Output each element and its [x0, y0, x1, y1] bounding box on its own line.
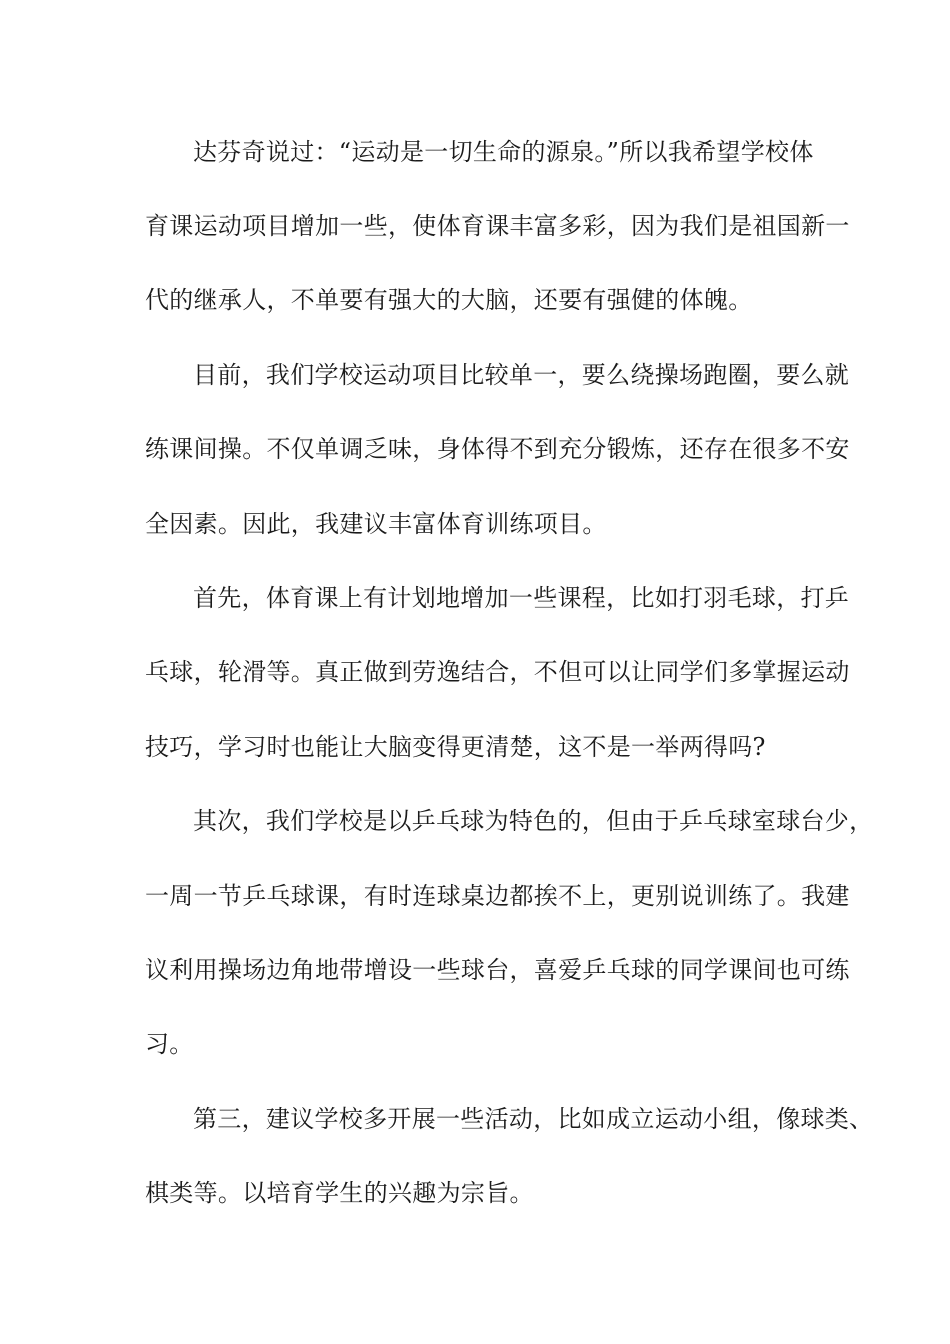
paragraph-2-line-2: 练课间操。不仅单调乏味，身体得不到充分锻炼，还存在很多不安 — [145, 435, 850, 463]
paragraph-1-line-1: 达芬奇说过：“运动是一切生命的源泉。”所以我希望学校体 — [193, 138, 814, 166]
paragraph-1-line-2: 育课运动项目增加一些，使体育课丰富多彩，因为我们是祖国新一 — [145, 212, 850, 240]
paragraph-1-line-3: 代的继承人，不单要有强大的大脑，还要有强健的体魄。 — [145, 286, 753, 314]
paragraph-2-line-3: 全因素。因此，我建议丰富体育训练项目。 — [145, 510, 607, 538]
paragraph-5-line-2: 棋类等。以培育学生的兴趣为宗旨。 — [145, 1179, 534, 1207]
paragraph-2-line-1: 目前，我们学校运动项目比较单一，要么绕操场跑圈，要么就 — [193, 361, 850, 389]
paragraph-5-line-1: 第三，建议学校多开展一些活动，比如成立运动小组，像球类、 — [193, 1105, 874, 1133]
paragraph-4-line-2: 一周一节乒乓球课，有时连球桌边都挨不上，更别说训练了。我建 — [145, 882, 850, 910]
paragraph-4-line-1: 其次，我们学校是以乒乓球为特色的，但由于乒乓球室球台少， — [193, 807, 874, 835]
paragraph-3-line-3: 技巧，学习时也能让大脑变得更清楚，这不是一举两得吗? — [145, 733, 766, 761]
paragraph-3-line-2: 乓球，轮滑等。真正做到劳逸结合，不但可以让同学们多掌握运动 — [145, 658, 850, 686]
paragraph-4-line-4: 习。 — [145, 1030, 194, 1058]
paragraph-3-line-1: 首先，体育课上有计划地增加一些课程，比如打羽毛球，打乒 — [193, 584, 850, 612]
paragraph-4-line-3: 议利用操场边角地带增设一些球台，喜爱乒乓球的同学课间也可练 — [145, 956, 850, 984]
